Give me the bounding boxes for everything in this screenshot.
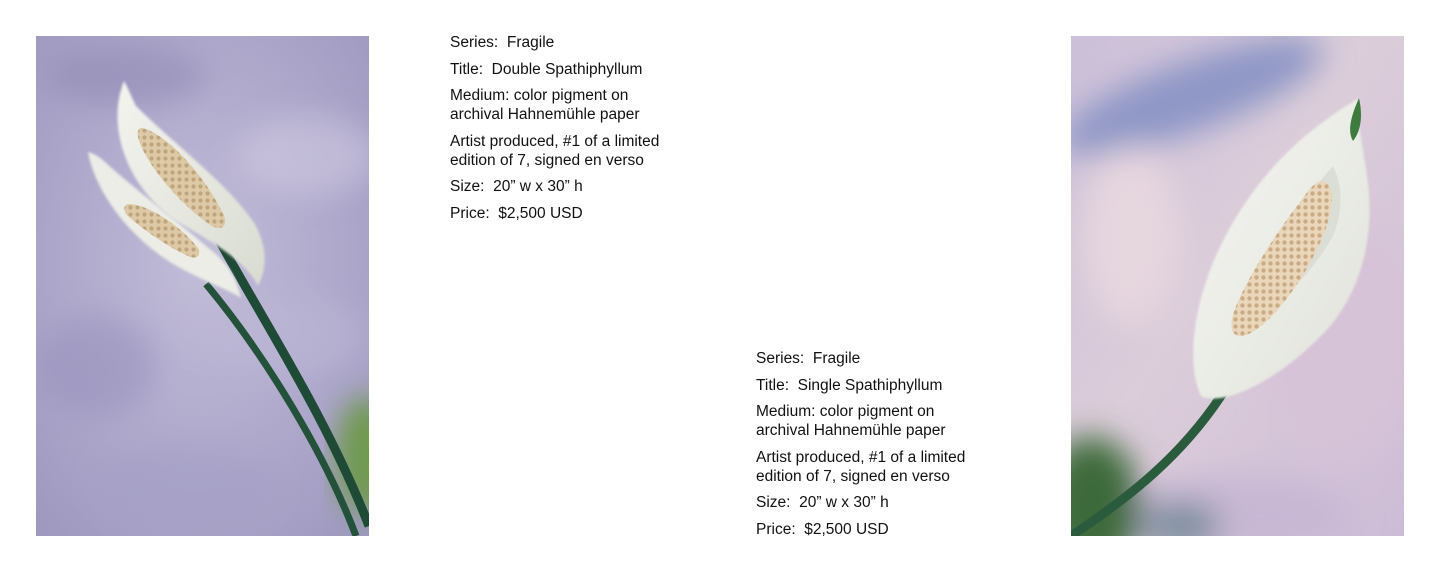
series-line bbox=[756, 349, 996, 368]
series-value: Fragile bbox=[506, 34, 555, 51]
size-line bbox=[756, 493, 996, 512]
edition-text bbox=[450, 132, 690, 170]
medium-line-2: archival Hahnemühle paper bbox=[756, 422, 946, 439]
title-value: Double Spathiphyllum bbox=[491, 60, 643, 78]
size-value: 20” w x 30” h bbox=[493, 178, 583, 195]
title-line bbox=[450, 60, 690, 79]
series-label: Series: bbox=[450, 34, 499, 51]
price-label: Price: bbox=[450, 204, 490, 222]
artwork-photo-single-spathiphyllum bbox=[1071, 36, 1404, 536]
edition-line-1: Artist produced, #1 of a limited bbox=[756, 448, 966, 466]
medium-text bbox=[756, 402, 996, 440]
size-label: Size: bbox=[756, 494, 791, 511]
artwork-info-double-spathiphyllum bbox=[450, 33, 690, 230]
medium-line-1: Medium: color pigment on bbox=[450, 87, 629, 104]
size-line bbox=[450, 177, 690, 196]
price-value: $2,500 USD bbox=[498, 204, 583, 222]
series-label: Series: bbox=[756, 350, 805, 367]
price-line bbox=[450, 204, 690, 223]
price-value: $2,500 USD bbox=[804, 520, 889, 538]
edition-line-2: edition of 7, signed en verso bbox=[756, 467, 950, 485]
medium-line-1: Medium: color pigment on bbox=[756, 403, 935, 420]
artwork-photo-double-spathiphyllum bbox=[36, 36, 369, 536]
title-label: Title: bbox=[756, 376, 790, 394]
title-line bbox=[756, 376, 996, 395]
title-label: Title: bbox=[450, 60, 484, 78]
size-label: Size: bbox=[450, 178, 485, 195]
edition-line-1: Artist produced, #1 of a limited bbox=[450, 132, 660, 150]
medium-text bbox=[450, 86, 690, 124]
artwork-info-single-spathiphyllum bbox=[756, 349, 996, 546]
photo-single-spathiphyllum-svg bbox=[1071, 36, 1404, 536]
size-value: 20” w x 30” h bbox=[799, 494, 889, 511]
edition-line-2: edition of 7, signed en verso bbox=[450, 151, 644, 169]
edition-text bbox=[756, 448, 996, 486]
medium-line-2: archival Hahnemühle paper bbox=[450, 106, 640, 123]
series-line bbox=[450, 33, 690, 52]
price-line bbox=[756, 520, 996, 539]
title-value: Single Spathiphyllum bbox=[797, 376, 943, 394]
price-label: Price: bbox=[756, 520, 796, 538]
photo-double-spathiphyllum-svg bbox=[36, 36, 369, 536]
series-value: Fragile bbox=[812, 350, 861, 367]
